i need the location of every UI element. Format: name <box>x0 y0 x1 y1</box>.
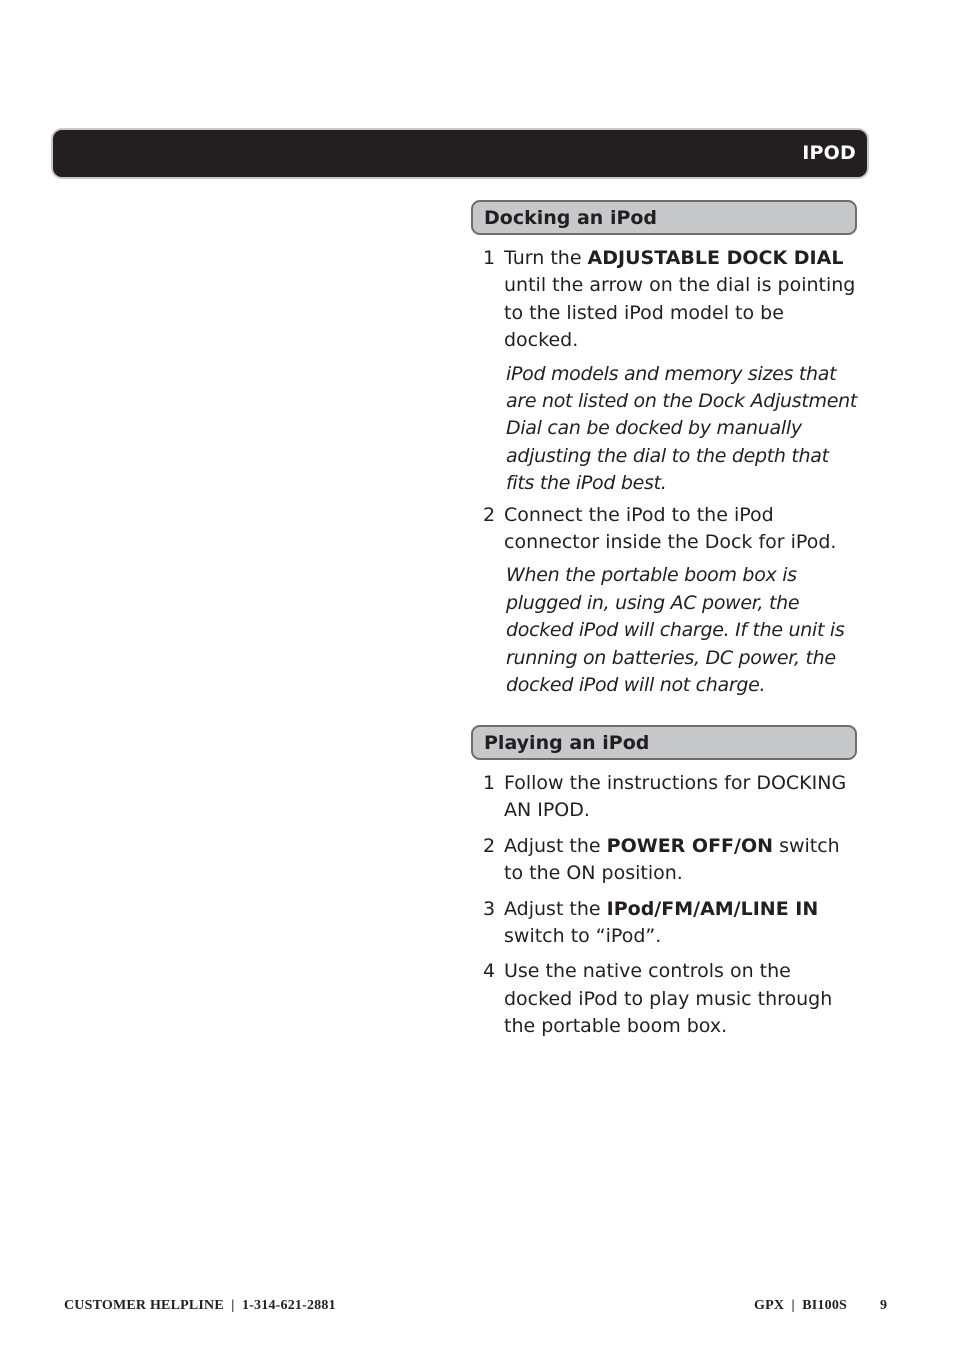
step-text-pre: Adjust the <box>504 834 607 857</box>
footer-helpline: CUSTOMER HELPLINE | 1-314-621-2881 <box>64 1298 336 1313</box>
step-text-bold: POWER OFF/ON <box>606 834 774 857</box>
playing-heading <box>471 725 857 760</box>
page-number: 9 <box>880 1298 888 1313</box>
step-number: 2 <box>483 834 496 857</box>
step-text-post: switch to the ON position. <box>504 834 840 885</box>
step-text: Follow the instructions for DOCKING AN IPOD. <box>504 772 847 822</box>
playing-step-2 <box>471 833 861 888</box>
step-number: 1 <box>483 247 496 269</box>
playing-step-3 <box>471 896 861 951</box>
step-text-pre: Turn the <box>504 247 588 269</box>
step-text <box>504 833 861 888</box>
step-number: 4 <box>483 960 496 983</box>
docking-note-1: iPod models and memory sizes that are not listed on the Dock Adjustment Dial can be docked by manually adjusting the dial to the depth that fits the iPod best. <box>506 362 858 495</box>
step-number: 1 <box>483 772 496 794</box>
playing-step-1 <box>471 770 861 825</box>
step-text-bold: IPod/FM/AM/LINE IN <box>606 897 819 920</box>
playing-heading-label: Playing an iPod <box>484 732 650 754</box>
step-text-pre: Adjust the <box>504 897 607 920</box>
step-text-bold: ADJUSTABLE DOCK DIAL <box>587 247 844 269</box>
step-text-post: until the arrow on the dial is pointing to the listed iPod model to be docked. <box>504 274 856 352</box>
footer-brand-model: GPX | BI100S <box>754 1298 848 1313</box>
playing-section <box>471 725 861 1041</box>
docking-step-1 <box>471 245 861 355</box>
docking-heading-label: Docking an iPod <box>484 207 658 229</box>
docking-note-2: When the portable boom box is plugged in, using AC power, the docked iPod will charge. If the unit is running on batteries, DC power, the docked iPod will not charge. <box>506 564 845 697</box>
docking-step-2 <box>471 502 861 557</box>
step-number: 2 <box>483 503 496 526</box>
step-text: Use the native controls on the docked iPod to play music through the portable boom box. <box>504 960 833 1038</box>
step-text-post: switch to “iPod”. <box>504 925 662 948</box>
playing-step-4 <box>471 958 861 1040</box>
step-text <box>504 896 861 951</box>
page-title: IPOD <box>802 142 856 164</box>
docking-section <box>471 200 861 700</box>
step-number: 3 <box>483 897 496 920</box>
docking-heading <box>471 200 857 235</box>
section-header-bar <box>53 130 867 177</box>
step-text: Connect the iPod to the iPod connector inside the Dock for iPod. <box>504 503 837 554</box>
step-text <box>504 245 861 355</box>
